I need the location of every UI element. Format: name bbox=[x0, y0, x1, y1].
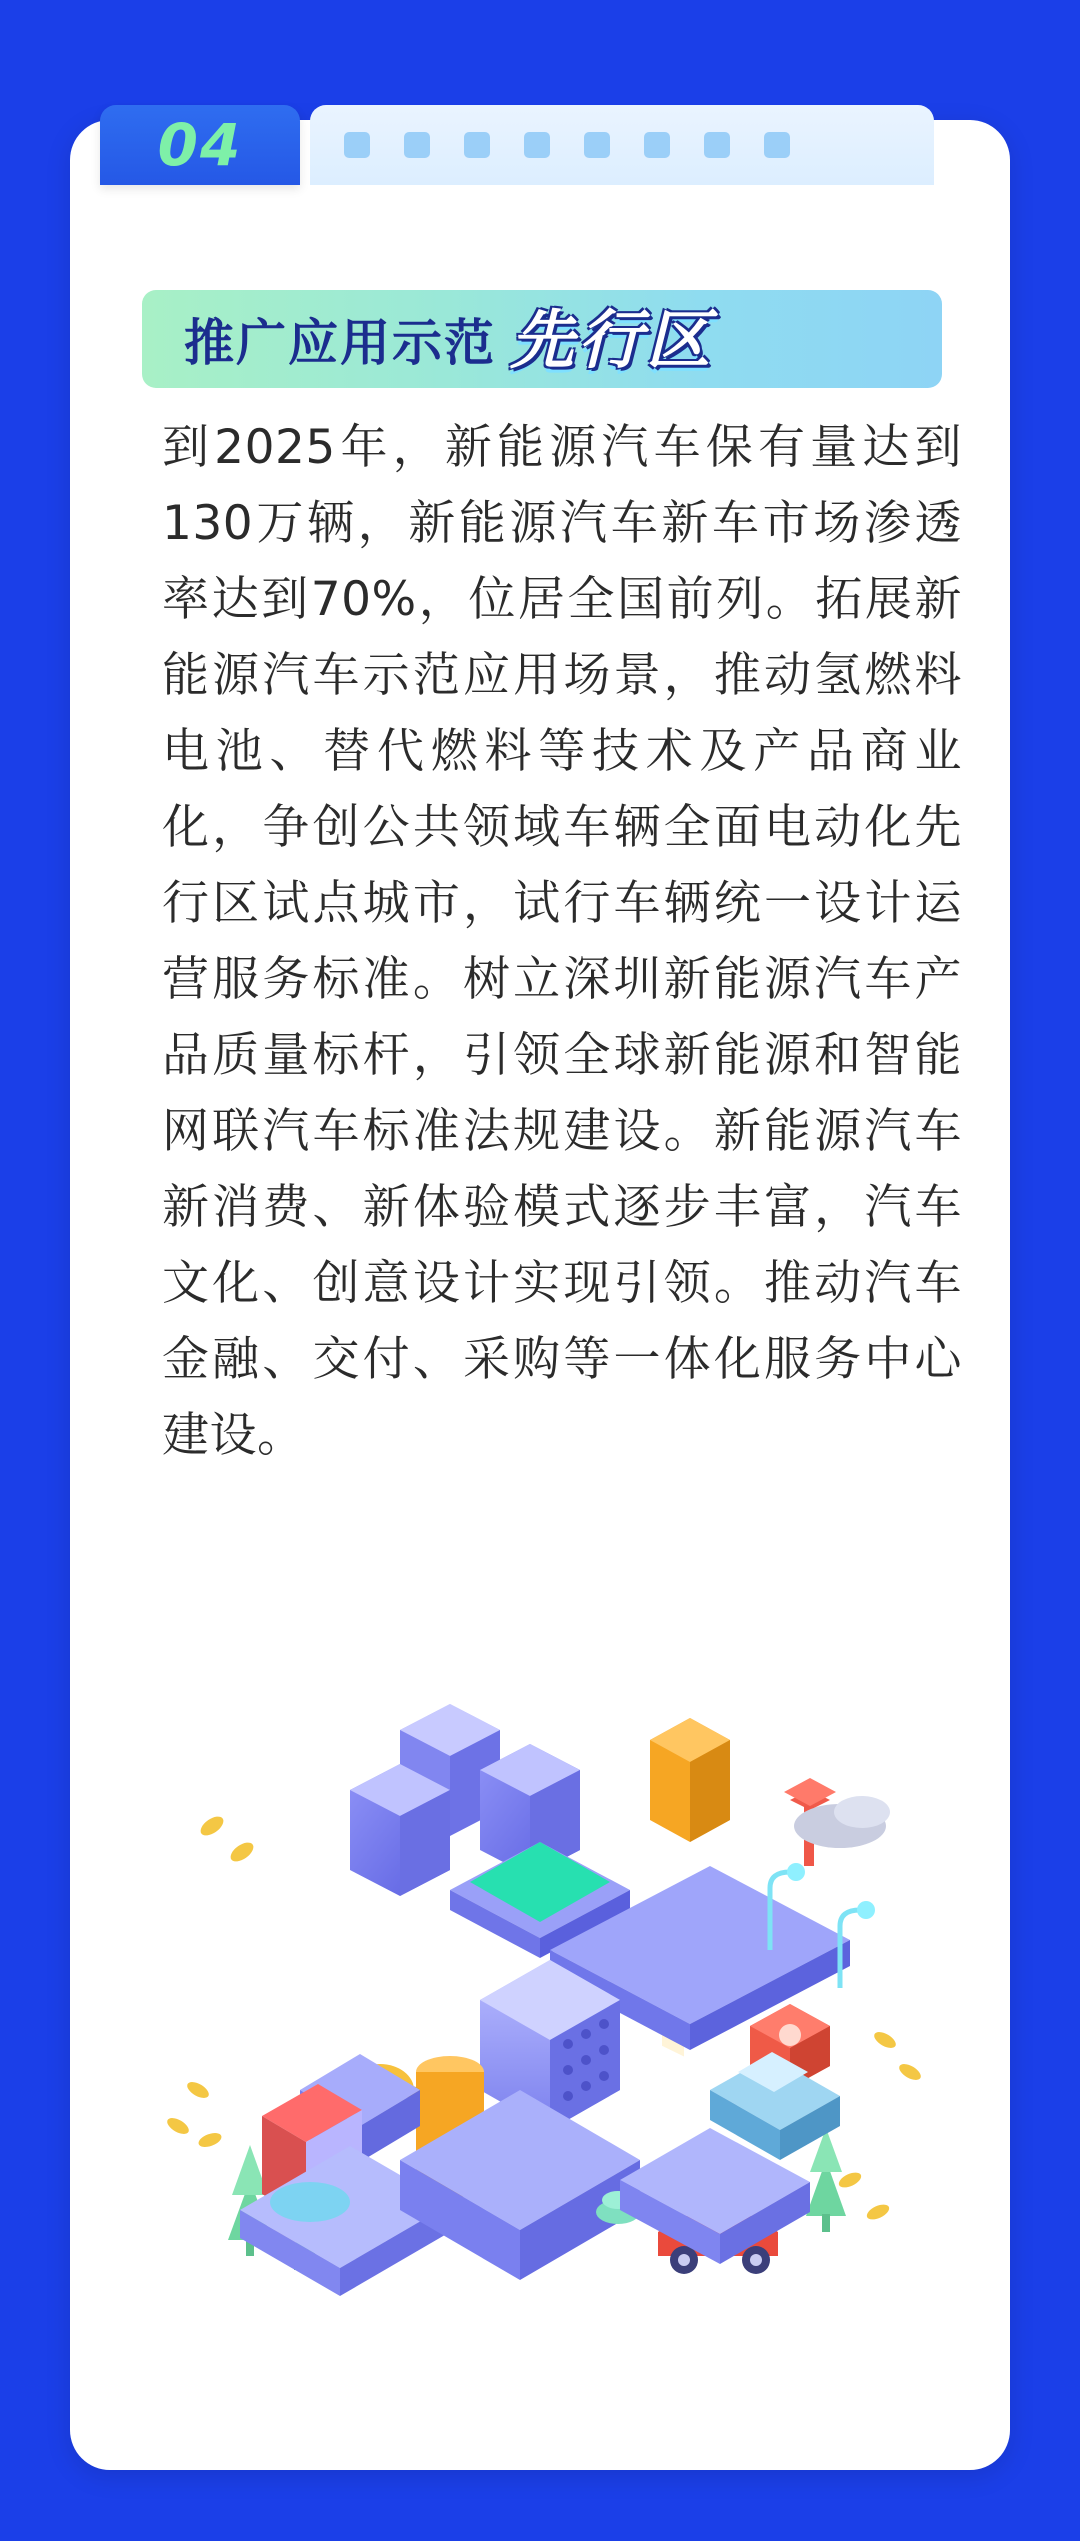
body-paragraph: 到2025年，新能源汽车保有量达到130万辆，新能源汽车新车市场渗透率达到70%，位居全国前列。拓展新能源汽车示范应用场景，推动氢燃料电池、替代燃料等技术及产品商业化，争创公共领域车辆全面电动化先行区试点城市，试行车辆统一设计运营服务标准。树立深圳新能源汽车产品质量标杆，引领全球新能源和智能网联汽车标准法规建设。新能源汽车新消费、新体验模式逐步丰富，汽车文化、创意设计实现引领。推动汽车金融、交付、采购等一体化服务中心建设。 bbox=[162, 420, 962, 1463]
content-card bbox=[70, 120, 1010, 2470]
section-number: 04 bbox=[157, 111, 243, 179]
section-tab-row bbox=[100, 105, 934, 185]
dot-icon bbox=[464, 132, 490, 158]
dot-icon bbox=[764, 132, 790, 158]
dot-icon bbox=[584, 132, 610, 158]
heading-plain-text: 推广应用示范 bbox=[184, 314, 496, 372]
dot-icon bbox=[404, 132, 430, 158]
lamp-bulb-icon bbox=[787, 1863, 805, 1881]
dot-icon bbox=[344, 132, 370, 158]
lamp-bulb-icon bbox=[857, 1901, 875, 1919]
dot-icon bbox=[704, 132, 730, 158]
dot-icon bbox=[644, 132, 670, 158]
section-heading-banner bbox=[142, 290, 942, 388]
heading-accent-text: 先行区 bbox=[510, 304, 714, 378]
dot-icon bbox=[524, 132, 550, 158]
smart-city-illustration bbox=[150, 1620, 940, 2320]
building-block bbox=[350, 1764, 450, 1896]
section-number-tab bbox=[100, 105, 300, 185]
tree-icon bbox=[806, 2128, 846, 2232]
decorative-dots-tab bbox=[310, 105, 934, 185]
